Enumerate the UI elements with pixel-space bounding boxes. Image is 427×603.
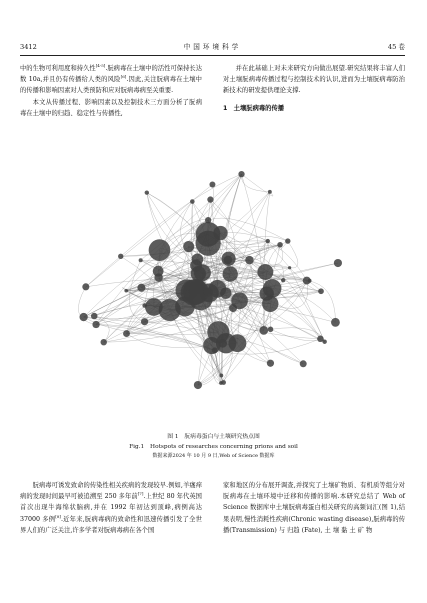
running-header <box>20 41 405 53</box>
graph-edges <box>78 174 338 385</box>
graph-node <box>219 373 223 377</box>
graph-node <box>123 330 130 337</box>
graph-node <box>334 259 342 267</box>
graph-node <box>268 190 272 194</box>
graph-edge <box>126 333 214 350</box>
graph-edge <box>121 174 242 256</box>
citation: [7] <box>137 491 144 497</box>
graph-node <box>101 339 107 345</box>
journal-name: 中国环境科学 <box>183 43 242 51</box>
graph-node <box>191 266 206 281</box>
graph-node <box>209 182 215 188</box>
graph-node <box>194 381 202 389</box>
graph-node <box>154 273 162 281</box>
citation: [8] <box>55 513 61 519</box>
graph-node <box>92 321 99 328</box>
graph-node <box>218 339 227 348</box>
volume-number: 45 卷 <box>387 43 405 51</box>
graph-node <box>137 284 145 292</box>
graph-node <box>268 327 273 332</box>
graph-node <box>277 242 283 248</box>
figure-source-note: 数据来源2024 年 10 月 9 日,Web of Science 数据库 <box>152 453 275 459</box>
graph-node <box>204 288 213 297</box>
bottom-left-column <box>20 480 202 536</box>
graph-node <box>331 318 340 327</box>
top-left-paragraph-2: 本文从传播过程、影响因素以及控制技术三方面分析了朊病毒在土壤中的归趋、稳定性与传播性, <box>20 98 202 117</box>
top-left-column <box>20 63 202 119</box>
graph-node <box>141 318 148 325</box>
graph-node <box>175 297 195 317</box>
figure-caption-cn: 图 1 朊病毒蛋白与土壤研究热点图 <box>167 434 260 440</box>
section-heading: 1 土壤朊病毒的传播 <box>223 104 285 112</box>
graph-node <box>203 337 220 354</box>
graph-node <box>222 252 236 266</box>
figure-caption-en: Fig.1 Hotspots of researches concerning prions and soil <box>129 444 298 450</box>
graph-node <box>257 264 273 280</box>
graph-node <box>259 326 268 335</box>
graph-node <box>245 256 253 264</box>
network-graph-figure <box>60 136 375 429</box>
graph-node <box>221 380 226 385</box>
graph-node <box>300 360 307 367</box>
graph-node <box>139 258 143 262</box>
top-right-paragraph: 并在此基础上对未来研究方向做出展望.研究结果将丰富人们对土壤朊病毒传播过程与控制技术的认识,进而为土壤朊病毒防治新技术的研发提供理论支撑. <box>223 65 405 95</box>
bottom-right-paragraph: 家和地区的分布展开调查,并探究了土壤矿物质、有机质等组分对朊病毒在土壤环境中迁移和传播的影响.本研究总结了 Web of Science 数据库中土壤朊病毒蛋白相关研究的高频词汇(图 1),结果表明,慢性消耗性疾病(Chronic wasting disease),朊病毒的传播(Transmission) 与 归趋 (Fate), 土 壤 黏 土 矿 物 <box>223 482 405 534</box>
graph-node <box>192 254 204 266</box>
graph-node <box>285 238 290 243</box>
top-right-column <box>223 63 405 114</box>
graph-node <box>207 196 213 202</box>
bottom-left-paragraph: 朊病毒可诱发致命的传染性相关疾病的发现较早.例如,羊瘙痒病的发现时间最早可被追溯至 250 多年前[7].上世纪 80 年代英国首次出现牛海绵状脑病,并在 1992 年初达到顶峰,病例高达 37000 多例[8].近年来,朊病毒病的致命性和迅速传播引发了全世界人们的广泛关注,许多学者对朊病毒病在各个国 <box>20 482 202 534</box>
graph-node <box>308 279 312 283</box>
graph-node <box>262 296 278 312</box>
graph-node <box>267 360 274 367</box>
graph-node <box>266 239 270 243</box>
top-left-paragraph-1: 中的生物可利用度和持久性[4-5].朊病毒在土壤中的活性可保持长达数 10a,并且仍有传播给人类的风险[6].因此,关注朊病毒在土壤中的传播和影响因素对人类预防和应对朊病毒病至关重要. <box>20 63 202 95</box>
graph-node <box>124 289 128 293</box>
page-number: 3412 <box>20 43 37 51</box>
graph-node <box>82 283 89 290</box>
graph-node <box>322 340 326 344</box>
graph-node <box>190 199 195 204</box>
graph-node <box>145 190 149 194</box>
graph-node <box>118 254 123 259</box>
graph-node <box>220 288 231 299</box>
graph-edge <box>272 288 335 322</box>
graph-node <box>145 298 163 316</box>
graph-node <box>263 279 282 298</box>
citation: [6] <box>120 74 127 80</box>
graph-node <box>318 288 324 294</box>
citation: [4-5] <box>95 63 106 68</box>
graph-node <box>183 241 194 252</box>
graph-edge <box>288 241 298 268</box>
header-rule <box>20 55 405 56</box>
bottom-right-column <box>223 480 405 536</box>
graph-node <box>91 313 98 320</box>
graph-node <box>205 217 211 223</box>
graph-node <box>238 171 244 177</box>
graph-node <box>79 313 87 321</box>
graph-node <box>149 239 171 261</box>
graph-node <box>281 278 285 282</box>
graph-node <box>223 266 238 281</box>
graph-node <box>231 292 248 309</box>
graph-edge <box>86 256 121 287</box>
graph-node <box>196 222 221 247</box>
graph-node <box>288 266 291 269</box>
